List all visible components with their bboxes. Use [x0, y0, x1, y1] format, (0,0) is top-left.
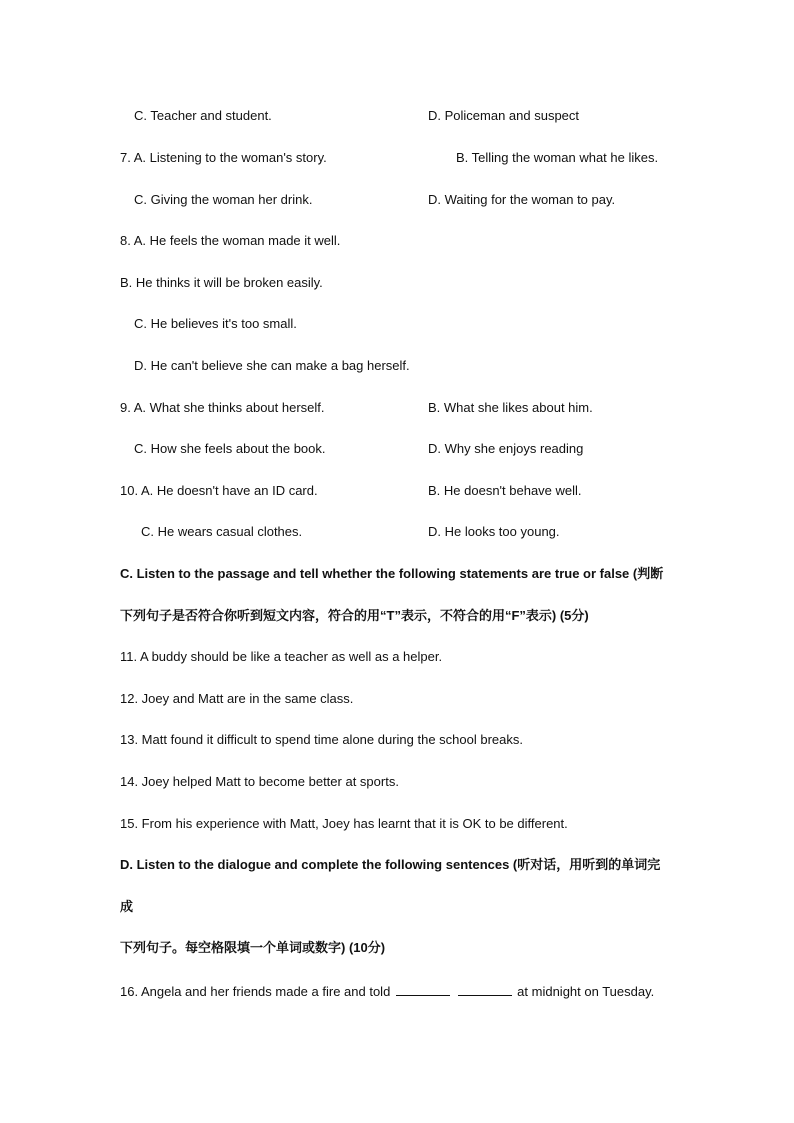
section-d-heading: D. Listen to the dialogue and complete the following sentences (听对话，用听到的单词完 — [120, 857, 661, 872]
q8-option-b: B. He thinks it will be broken easily. — [120, 275, 323, 290]
q6-option-c: C. Teacher and student. — [134, 108, 272, 123]
q7-option-a: 7. A. Listening to the woman's story. — [120, 150, 327, 165]
q8-option-c: C. He believes it's too small. — [134, 316, 297, 331]
q9-option-b: B. What she likes about him. — [428, 400, 593, 415]
question-16 — [120, 983, 654, 1000]
q10-option-c: C. He wears casual clothes. — [141, 524, 303, 539]
statement-15: 15. From his experience with Matt, Joey has learnt that it is OK to be different. — [120, 816, 568, 831]
q10-option-d: D. He looks too young. — [428, 524, 560, 539]
section-d-heading-continued: 成 — [120, 899, 134, 914]
q10-option-a: 10. A. He doesn't have an ID card. — [120, 483, 318, 498]
q16-blank-2[interactable] — [458, 983, 512, 996]
statement-12: 12. Joey and Matt are in the same class. — [120, 691, 354, 706]
statement-14: 14. Joey helped Matt to become better at sports. — [120, 774, 399, 789]
q9-option-d: D. Why she enjoys reading — [428, 441, 584, 456]
q8-option-d: D. He can't believe she can make a bag herself. — [134, 358, 410, 373]
q16-text-before: 16. Angela and her friends made a fire and told — [120, 984, 391, 999]
section-c-instructions: 下列句子是否符合你听到短文内容，符合的用“T”表示，不符合的用“F”表示) (5分) — [120, 608, 589, 623]
q8-option-a: 8. A. He feels the woman made it well. — [120, 233, 341, 248]
q9-option-a: 9. A. What she thinks about herself. — [120, 400, 325, 415]
section-c-heading: C. Listen to the passage and tell whether the following statements are true or false (判断 — [120, 566, 664, 581]
q6-option-d: D. Policeman and suspect — [428, 108, 580, 123]
q16-blank-1[interactable] — [396, 983, 450, 996]
q7-option-b: B. Telling the woman what he likes. — [456, 150, 659, 165]
q10-option-b: B. He doesn't behave well. — [428, 483, 582, 498]
q9-option-c: C. How she feels about the book. — [134, 441, 326, 456]
statement-11: 11. A buddy should be like a teacher as well as a helper. — [120, 649, 443, 664]
statement-13: 13. Matt found it difficult to spend time alone during the school breaks. — [120, 732, 523, 747]
section-d-instructions: 下列句子。每空格限填一个单词或数字) (10分) — [120, 940, 386, 955]
q16-text-after: at midnight on Tuesday. — [517, 984, 655, 999]
q7-option-c: C. Giving the woman her drink. — [134, 192, 313, 207]
q7-option-d: D. Waiting for the woman to pay. — [428, 192, 616, 207]
